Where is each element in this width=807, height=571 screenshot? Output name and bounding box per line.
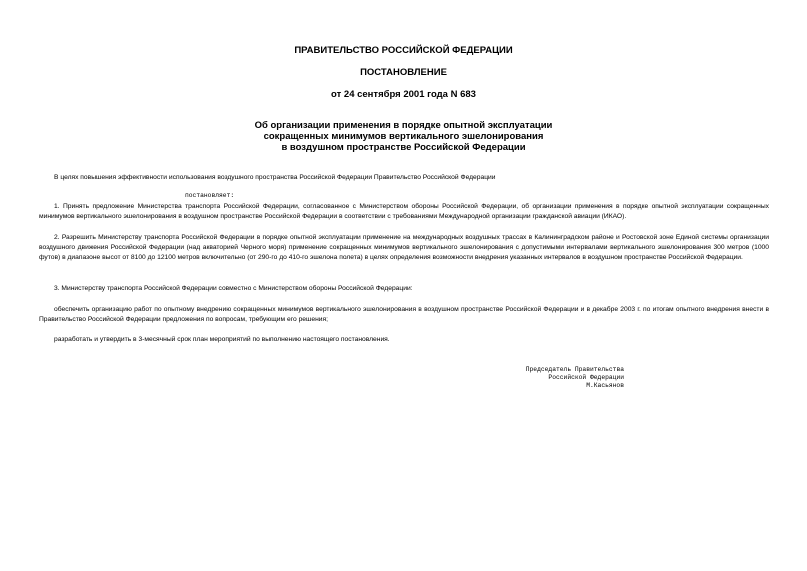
subject-line-2: сокращенных минимумов вертикального эшелонирования	[263, 131, 544, 142]
item-2-paragraph: 2. Разрешить Министерству транспорта Российской Федерации в порядке опытной эксплуатации применение на международных воздушных трассах в Калининградском районе и Ростовской зоне Единой системы организации воздушного движения Российской Федерации (над акваторией Черного моря) применение сокращенных минимумов вертикального эшелонирования с допустимыми интервалами вертикального эшелонирования 300 метров (1000 футов) в диапазоне высот от 8100 до 12100 метров включительно (от 290-го до 410-го эшелона полета) в целях определения возможности внедрения указанных интервалов в воздушном пространстве Российской Федерации.	[39, 234, 769, 261]
document-type: ПОСТАНОВЛЕНИЕ	[360, 67, 447, 78]
document-date-number: от 24 сентября 2001 года N 683	[331, 89, 476, 100]
signature-line-3: М.Касьянов	[586, 382, 624, 389]
signature-line-2: Российской Федерации	[548, 374, 624, 381]
signature-block	[480, 366, 624, 390]
preamble-paragraph: В целях повышения эффективности использования воздушного пространства Российской Федерации Правительство Российской Федерации	[54, 174, 496, 181]
document-subject	[0, 120, 807, 153]
government-title: ПРАВИТЕЛЬСТВО РОССИЙСКОЙ ФЕДЕРАЦИИ	[294, 45, 513, 56]
item-1-paragraph: 1. Принять предложение Министерства транспорта Российской Федерации, согласованное с Министерством обороны Российской Федерации, об организации применения в порядке опытной эксплуатации сокращенных минимумов вертикального эшелонирования в воздушном пространстве Российской Федерации в соответствии с требованиями Международной организации гражданской авиации (ИКАО).	[39, 203, 769, 220]
signature-line-1: Председатель Правительства	[525, 366, 624, 373]
item-3a-paragraph: обеспечить организацию работ по опытному внедрению сокращенных минимумов вертикального эшелонирования в воздушном пространстве Российской Федерации и в декабре 2003 г. по итогам опытного внедрения внести в Правительство Российской Федерации предложения по вопросам, требующим его решения;	[39, 306, 769, 323]
item-3b-paragraph: разработать и утвердить в 3-месячный срок план мероприятий по выполнению настоящего постановления.	[54, 336, 390, 343]
decree-word: постановляет:	[185, 192, 235, 199]
item-3-paragraph: 3. Министерству транспорта Российской Федерации совместно с Министерством обороны Российской Федерации:	[54, 285, 413, 292]
subject-line-3: в воздушном пространстве Российской Федерации	[281, 142, 526, 153]
subject-line-1: Об организации применения в порядке опытной эксплуатации	[254, 120, 553, 131]
